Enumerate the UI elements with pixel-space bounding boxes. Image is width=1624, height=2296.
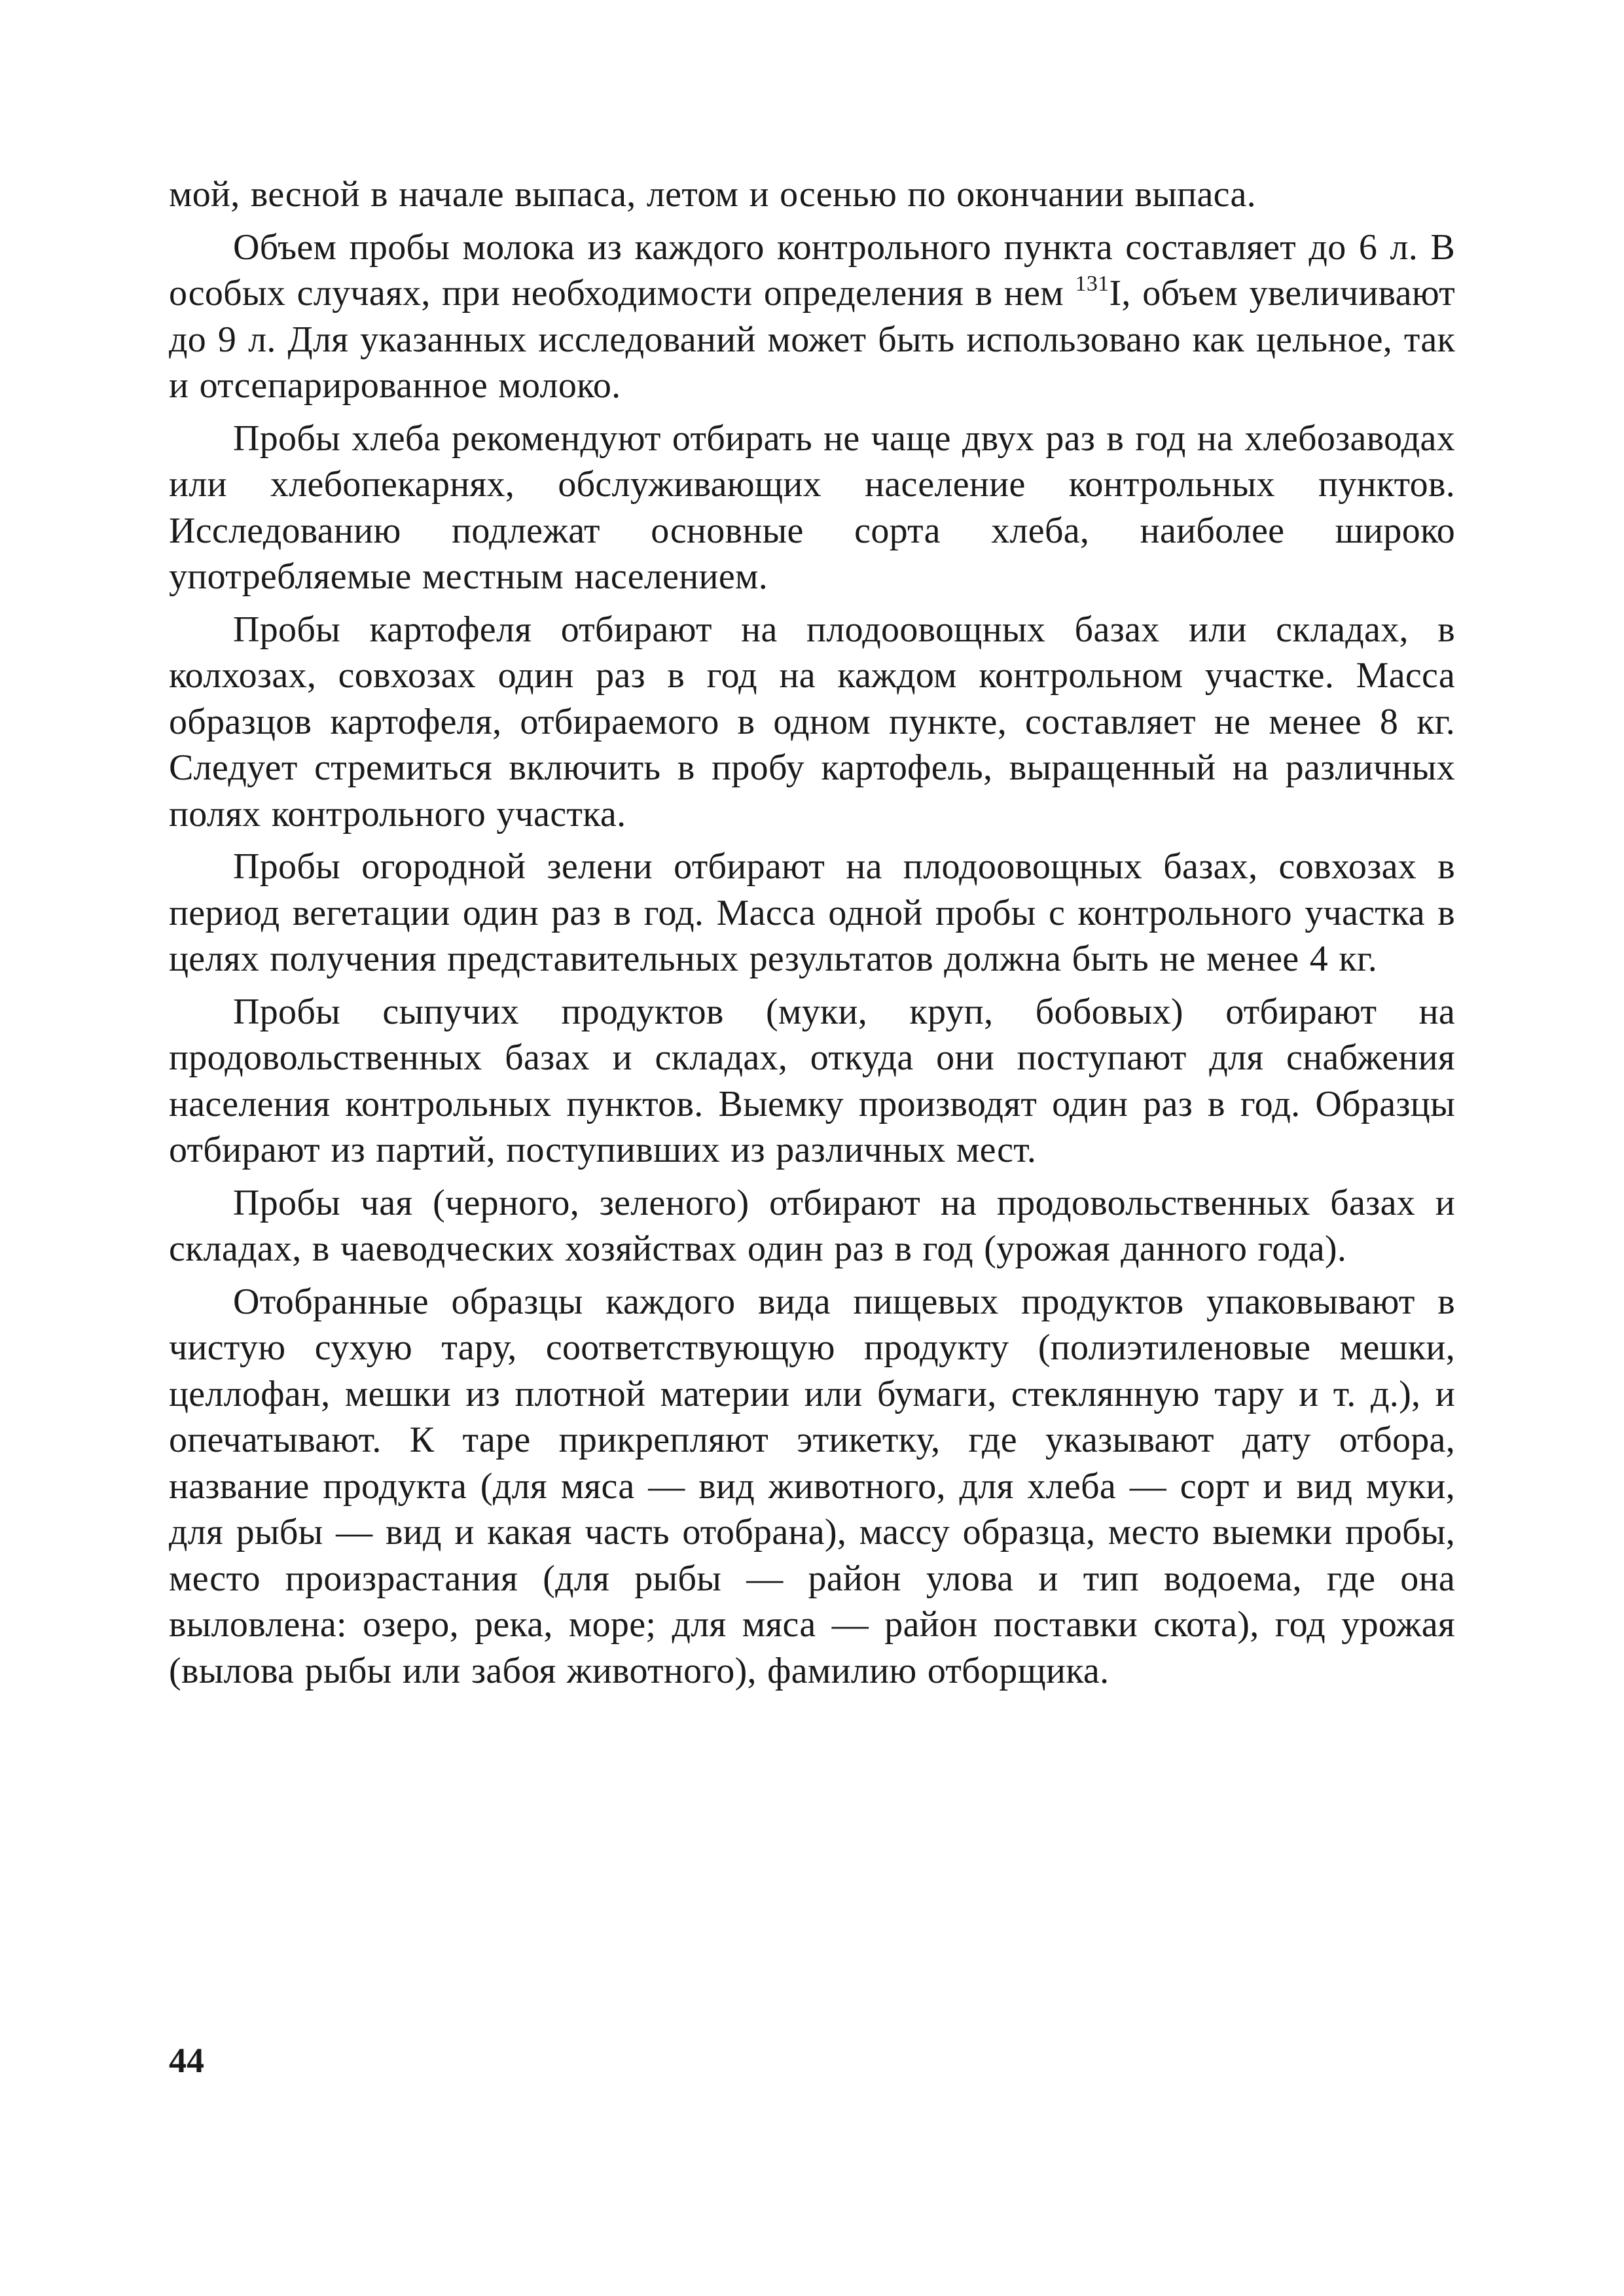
body-text	[169, 171, 1455, 1700]
paragraph-continuation: мой, весной в начале выпаса, летом и осенью по окончании выпаса.	[169, 174, 1256, 215]
paragraph-milk-text-b: I, объем увеличивают до 9 л. Для указанных исследований может быть использовано как цельное, так и отсепарированное молоко.	[169, 273, 1455, 406]
paragraph-potato-samples: Пробы картофеля отбирают на плодоовощных базах или складах, в колхозах, совхозах один раз в год на каждом контрольном участке. Масса образцов картофеля, отбираемого в одном пункте, составляет не менее 8 кг. Следует стремиться включить в пробу картофель, выращенный на различных полях контрольного участка.	[169, 609, 1455, 834]
paragraph-milk-samples	[169, 224, 1455, 409]
paragraph-bulk-products-samples: Пробы сыпучих продуктов (муки, круп, бобовых) отбирают на продовольственных базах и складах, откуда они поступают для снабжения населения контрольных пунктов. Выемку производят один раз в год. Образцы отбирают из партий, поступивших из различных мест.	[169, 991, 1455, 1170]
paragraph-packaging: Отобранные образцы каждого вида пищевых продуктов упаковывают в чистую сухую тару, соответствующую продукту (полиэтиленовые мешки, целлофан, мешки из плотной материи или бумаги, стеклянную тару и т. д.), и опечатывают. К таре прикрепляют этикетку, где указывают дату отбора, название продукта (для мяса — вид животного, для хлеба — сорт и вид муки, для рыбы — вид и какая часть отобрана), массу образца, место выемки пробы, место произрастания (для рыбы — район улова и тип водоема, где она выловлена: озеро, река, море; для мяса — район поставки скота), год урожая (вылова рыбы или забоя животного), фамилию отборщика.	[169, 1281, 1455, 1691]
paragraph-tea-samples: Пробы чая (черного, зеленого) отбирают на продовольственных базах и складах, в чаеводческих хозяйствах один раз в год (урожая данного года).	[169, 1182, 1455, 1269]
paragraph-greens-samples: Пробы огородной зелени отбирают на плодоовощных базах, совхозах в период вегетации один раз в год. Масса одной пробы с контрольного участка в целях получения представительных результатов должна быть не менее 4 кг.	[169, 846, 1455, 979]
paragraph-bread-samples: Пробы хлеба рекомендуют отбирать не чаще двух раз в год на хлебозаводах или хлебопекарнях, обслуживающих население контрольных пунктов. Исследованию подлежат основные сорта хлеба, наиболее широко употребляемые местным населением.	[169, 418, 1455, 597]
isotope-mass-number: 131	[1075, 272, 1110, 296]
page-number: 44	[169, 2041, 204, 2080]
paragraph-milk-text-a: Объем пробы молока из каждого контрольного пункта составляет до 6 л. В особых случаях, при необходимости определения в нем	[169, 226, 1455, 314]
